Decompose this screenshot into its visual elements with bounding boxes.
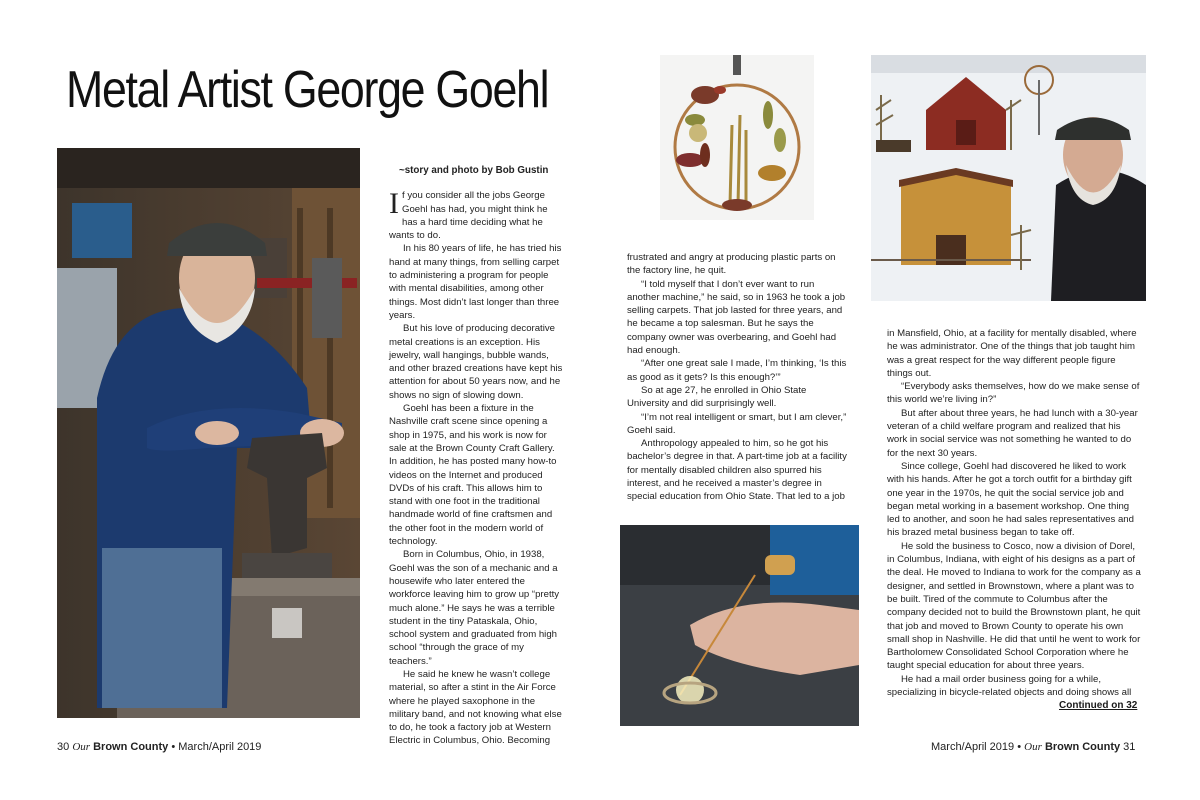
separator: • (171, 741, 176, 753)
paragraph: He said he knew he wasn’t college material, so after a stint in the Air Force where he played saxophone in the military band, and not knowing what else to do, he took a factory job at Western Electric in Columbus, Ohio. Becoming (389, 668, 562, 747)
magazine-logo-script: Our (1024, 741, 1042, 753)
footer-right (931, 741, 1135, 753)
paragraph: “Everybody asks themselves, how do we make sense of this world we’re living in?” (887, 381, 1140, 406)
photo-goehl-at-anvil (57, 148, 360, 718)
paragraph: “After one great sale I made, I’m thinking, ‘Is this as good as it gets? Is this enough?’” (627, 358, 847, 383)
photo-brazing-torch (620, 525, 859, 726)
article-column-1 (389, 164, 564, 748)
page-number-right: 31 (1123, 741, 1136, 753)
photo-goehl-with-wall-art (871, 55, 1146, 301)
photo-wall-hanging (660, 55, 814, 220)
intro-paragraph: If you consider all the jobs George Goehl has had, you might think he has a hard time deciding what he wants to do. (389, 187, 548, 242)
paragraph: Since college, Goehl had discovered he liked to work with his hands. After he got a torch outfit for a birthday gift one year in the 1970s, he quit the social service job and began metal working in a basement workshop. One thing led to another, and soon he had sales representatives and his brazed metal business began to take off. (887, 460, 1134, 539)
separator: • (1017, 741, 1022, 753)
paragraph: Anthropology appealed to him, so he got his bachelor’s degree in that. A part-time job at a facility for mentally disabled children also spurred his interest, and he received a master’s degree in special education from Ohio State. That led to a job (627, 438, 847, 503)
footer-left (57, 741, 261, 753)
byline: ~story and photo by Bob Gustin (399, 165, 549, 176)
paragraph: He had a mail order business going for a while, specializing in bicycle-related objects and doing shows all (887, 673, 1132, 699)
magazine-name: Brown County (93, 741, 169, 753)
page-number-left: 30 (57, 741, 70, 753)
paragraph: Goehl has been a fixture in the Nashville craft scene since opening a shop in 1975, and his work is now for sale at the Brown County Craft Gallery. In addition, he has posted many how-to videos on the Internet and produced DVDs of his craft. This allows him to stand with one foot in the traditional handmade world of fine craftsmen and the other foot in the modern world of technology. (389, 403, 557, 548)
paragraph: So at age 27, he enrolled in Ohio State University and did surprisingly well. (627, 384, 807, 410)
magazine-name: Brown County (1044, 741, 1121, 753)
issue-date: March/April 2019 (931, 741, 1015, 753)
dropcap-letter: I (389, 187, 399, 221)
paragraph: But his love of producing decorative metal creations is an exception. His jewelry, wall hangings, bubble wands, and other brazed creations have kept his attention for about 50 years now, and he shows no sign of slowing down. (389, 323, 563, 401)
paragraph: frustrated and angry at producing plastic parts on the factory line, he quit. (627, 252, 836, 277)
paragraph: Born in Columbus, Ohio, in 1938, Goehl was the son of a mechanic and a housewife who later entered the workforce leaving him to grow up “pretty much alone.” He says he was a terrible student in the tiny Pataskala, Ohio, school system and graduated from high school “through the grace of my teachers.” (389, 549, 560, 667)
paragraph: In his 80 years of life, he has tried his hand at many things, from selling carpet to administering a program for people with mental disabilities, among other things. Most didn’t last longer than three years. (389, 243, 562, 321)
paragraph: But after about three years, he had lunch with a 30-year veteran of a child welfare program and realized that his work in social service was not something he wanted to do for the next 30 years. (887, 407, 1138, 459)
article-column-2 (627, 251, 847, 504)
article-column-3 (887, 327, 1143, 699)
magazine-logo-script: Our (72, 741, 91, 753)
article-title: Metal Artist George Goehl (66, 61, 549, 119)
paragraph: “I’m not real intelligent or smart, but I am clever,” Goehl said. (627, 411, 847, 436)
issue-date: March/April 2019 (178, 741, 262, 753)
paragraph: in Mansfield, Ohio, at a facility for mentally disabled, where he was administrator. One of the things that job taught him was a great respect for the way different people figure things out. (887, 328, 1137, 379)
paragraph: “I told myself that I don’t ever want to run another machine,” he said, so in 1963 he took a job selling carpets. That job lasted for three years, and he became a top salesman. But he says the company owner was overbearing, and Goehl had had enough. (627, 278, 846, 357)
paragraph: He sold the business to Cosco, now a division of Dorel, in Columbus, Indiana, with eight of his designs as a part of the deal. He moved to Indiana to work for the company as a designer, and settled in Brownstown, where a plant was to be built. Tired of the commute to Columbus after the company decided not to build the Brownstown plant, he quit that job and moved to Brown County to operate his own small shop in Nashville. He did that until he went to work for Bartholomew Consolidated School Corporation where he taught special education for about three years. (887, 540, 1141, 672)
continued-link[interactable]: Continued on 32 (1059, 700, 1138, 711)
